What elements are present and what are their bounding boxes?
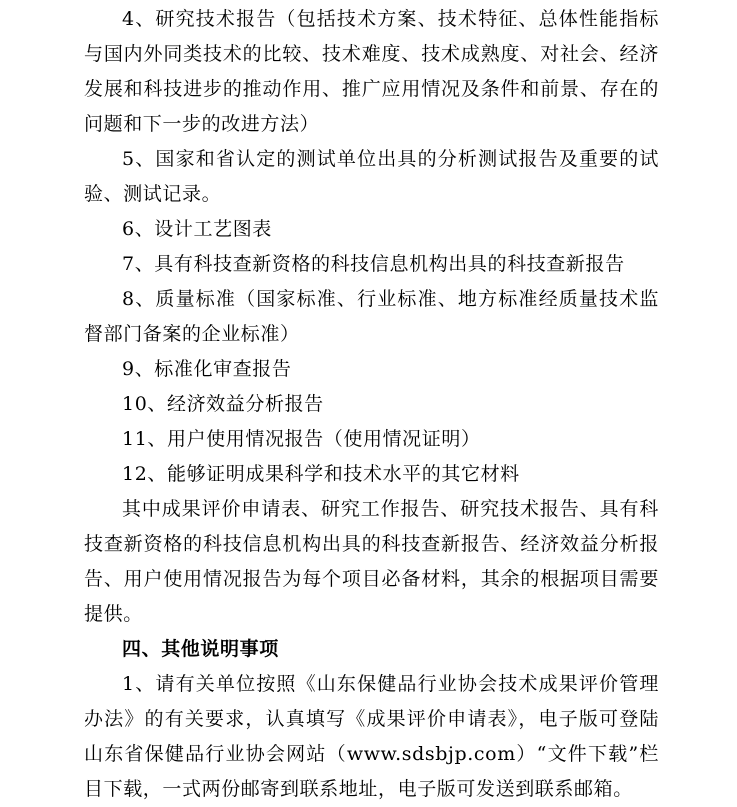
list-item-10: 10、经济效益分析报告 xyxy=(122,393,324,415)
list-item-5: 5、国家和省认定的测试单位出具的分析测试报告及重要的试验、测试记录。 xyxy=(84,148,659,205)
list-item-12: 12、能够证明成果科学和技术水平的其它材料 xyxy=(122,463,520,485)
section-heading: 四、其他说明事项 xyxy=(122,638,279,660)
summary-paragraph: 其中成果评价申请表、研究工作报告、研究技术报告、具有科技查新资格的科技信息机构出具的科技查新报告、经济效益分析报告、用户使用情况报告为每个项目必备材料，其余的根据项目需要提供。 xyxy=(84,498,659,625)
list-item-8: 8、质量标准（国家标准、行业标准、地方标准经质量技术监督部门备案的企业标准） xyxy=(84,288,659,345)
list-item-11: 11、用户使用情况报告（使用情况证明） xyxy=(122,428,481,450)
list-item-4: 4、研究技术报告（包括技术方案、技术特征、总体性能指标与国内外同类技术的比较、技术难度、技术成熟度、对社会、经济发展和科技进步的推动作用、推广应用情况及条件和前景、存在的问题和下一步的改进方法） xyxy=(84,8,659,135)
list-item-6: 6、设计工艺图表 xyxy=(122,218,272,240)
list-item-7: 7、具有科技查新资格的科技信息机构出具的科技查新报告 xyxy=(122,253,625,275)
section-paragraph-1: 1、请有关单位按照《山东保健品行业协会技术成果评价管理办法》的有关要求，认真填写《成果评价申请表》，电子版可登陆山东省保健品行业协会网站（www.sdsbjp.com）“文件下载”栏目下载，一式两份邮寄到联系地址，电子版可发送到联系邮箱。 xyxy=(84,673,659,800)
list-item-9: 9、标准化审查报告 xyxy=(122,358,292,380)
